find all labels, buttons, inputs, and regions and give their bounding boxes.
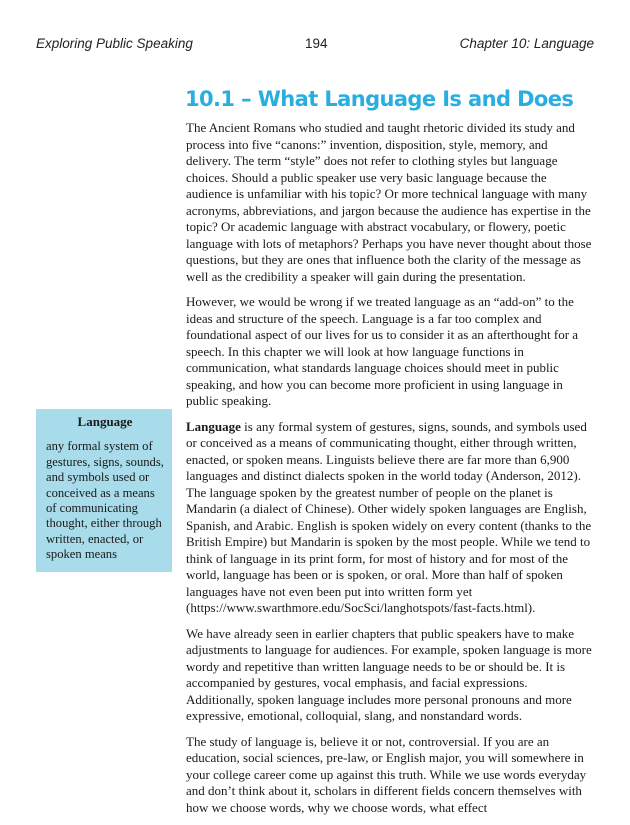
paragraph: However, we would be wrong if we treated language as an “add-on” to the ideas and structure of the speech. Language is a far too complex and foundational aspect of our lives for us to consider it as an afterthought for a speech. In this chapter we will look at how language functions in communication, what standards language choices should meet in public speaking, and how you can become more proficient in using language in public speaking. [186, 294, 579, 408]
paragraph: The study of language is, believe it or not, controversial. If you are an education, social sciences, pre-law, or English major, you will somewhere in your college career come up against this truth. While we use words everyday and don’t think about it, scholars in different fields concern themselves with how we choose words, why we choose words, what effect [186, 733, 587, 815]
book-title: Exploring Public Speaking [36, 36, 193, 51]
paragraph: The Ancient Romans who studied and taught rhetoric divided its study and process into five “canons:” invention, disposition, style, memory, and delivery. The term “style” does not refer to clothing styles but language choices. Should a public speaker use very basic language because the audience is unfamiliar with his topic? Or more technical language with many acronyms, abbreviations, and jargon because the audience has expertise in the topic? Or academic language with abstract vocabulary, or flowery, poetic language with lots of metaphors? Perhaps you have never thought about those questions, but they are ones that influence both the clarity of the message as well as the credibility a speaker will gain during the presentation. [186, 120, 592, 284]
chapter-title: Chapter 10: Language [459, 36, 594, 51]
definition-paragraph [186, 419, 594, 617]
paragraph: We have already seen in earlier chapters that public speakers have to make adjustments to language for audiences. For example, spoken language is more wordy and repetitive than written language needs to be or should be. It is accompanied by gestures, vocal emphasis, and facial expressions. Additionally, spoken language includes more personal pronouns and more expressive, emotional, colloquial, slang, and nonstandard words. [186, 625, 592, 723]
sidebar-term: Language [77, 414, 133, 429]
definition-sidebar [36, 409, 172, 572]
section-title: 10.1 – What Language Is and Does [185, 87, 574, 111]
definition-text: is any formal system of gestures, signs, sounds, and symbols used or conceived as a means of communicating thought, either through written, enacted, or spoken means. Linguists believe there are far more than 6,900 languages and distinct dialects spoken in the world today (Anderson, 2012). The language spoken by the greatest number of people on the planet is Mandarin (a dialect of Chinese). Other widely spoken languages are English, Spanish, and Arabic. English is spoken widely on every content (thanks to the British Empire) but Mandarin is spoken by the most people. While we tend to think of language in its print form, for most of history and for most of the world, language has been or is spoken, or oral. More than half of spoken languages have not even been put into written form yet (https://www.swarthmore.edu/SocSci/langhotspots/fast-facts.html). [186, 418, 592, 615]
body-text [186, 120, 594, 825]
page-number: 194 [305, 36, 328, 51]
key-term: Language [186, 418, 241, 434]
sidebar-definition: any formal system of gestures, signs, sounds, and symbols used or conceived as a means of communicating thought, either through written, enacted, or spoken means [46, 439, 164, 562]
